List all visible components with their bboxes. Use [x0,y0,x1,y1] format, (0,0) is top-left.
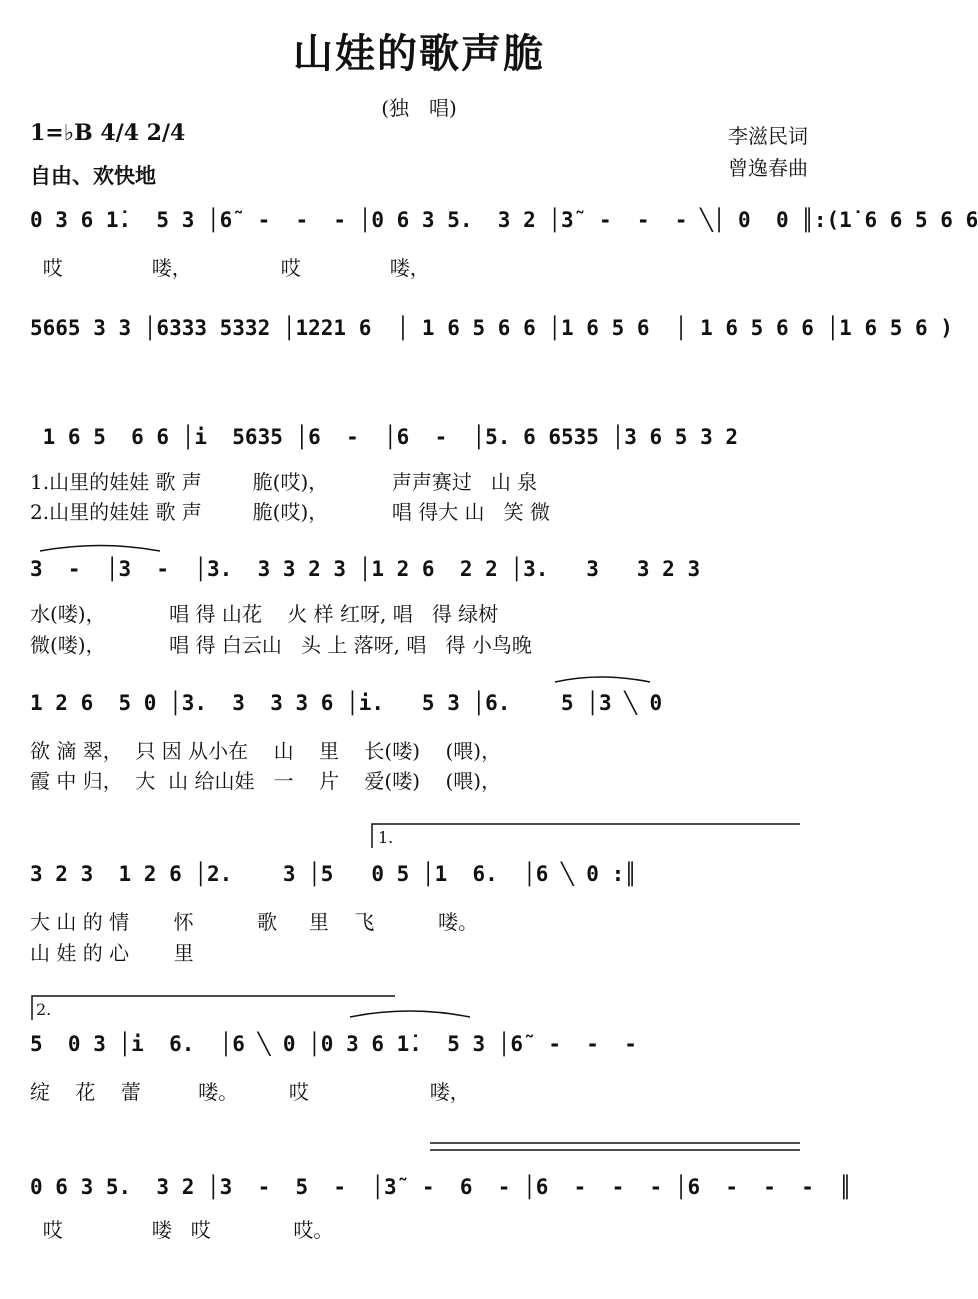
notation-line-7: 5 0 3 │i 6. │6 ╲ 0 │0 3 6 1̇. 5 3 │6̃ - - - [30,1032,637,1056]
volta-2-label: 2. [36,1000,52,1019]
tempo-marking: 自由、欢快地 [30,164,156,188]
lyric-line-6b: 山 娃 的 心 里 [30,941,194,965]
volta-1-label: 1. [378,828,394,847]
key-signature: 1=♭B 4/4 2/4 [30,120,186,146]
lyric-line-5a: 欲 滴 翠， 只 因 从小在 山 里 长(喽) (喂)， [30,739,502,763]
lyric-line-8a: 哎 喽 哎 哎。 [30,1218,334,1242]
tie-1 [40,546,160,552]
volta-2-bracket [32,996,395,1020]
tie-2 [350,1011,470,1017]
tie-3 [555,677,650,682]
lyric-line-4b: 微(喽)， 唱 得 白云山 头 上 落呀, 唱 得 小鸟晚 [30,633,532,657]
lyricist-credit: 李滋民词 [728,124,808,148]
performance-note: (独 唱) [381,96,457,120]
lyric-line-4a: 水(喽)， 唱 得 山花 火 样 红呀, 唱 得 绿树 [30,602,499,626]
lyric-line-3a: 1.山里的娃娃 歌 声 脆(哎)， 声声赛过 山 泉 [30,470,538,494]
volta-1-bracket [372,824,800,848]
notation-line-1: 0 3 6 1̇. 5 3 │6̃ - - - │0 6 3 5. 3 2 │3̃ - - - ╲│ 0 0 ║:(1̇ 6 6 5 6 6 [30,208,978,232]
notation-line-3: 1 6 5 6 6 │i 5635 │6 - │6 - │5. 6 6535 │3 6 5 3 2 [30,425,739,449]
notation-line-2: 5665 3 3 │6333 5332 │1221 6 │ 1 6 5 6 6 │1 6 5 6 │ 1 6 5 6 6 │1 6 5 6 ) [30,316,953,340]
lyric-line-1a: 哎 喽， 哎 喽， [30,256,430,280]
song-title: 山娃的歌声脆 [293,30,545,77]
notation-line-8: 0 6 3 5. 3 2 │3 - 5 - │3̃ - 6 - │6 - - - │6 - - - ║ [30,1175,852,1199]
notation-line-5: 1 2 6 5 0 │3. 3 3 3 6 │i. 5 3 │6. 5 │3 ╲ 0 [30,691,663,715]
lyric-line-5b: 霞 中 归， 大 山 给山娃 一 片 爱(喽) (喂)， [30,769,502,793]
lyric-line-3b: 2.山里的娃娃 歌 声 脆(哎)， 唱 得大 山 笑 微 [30,500,550,524]
lyric-line-7a: 绽 花 蕾 喽。 哎 喽， [30,1080,470,1104]
notation-line-4: 3 - │3 - │3. 3 3 2 3 │1 2 6 2 2 │3. 3 3 2 3 [30,557,701,581]
extension-lines [430,1143,800,1150]
notation-line-6: 3 2 3 1 2 6 │2. 3 │5 0 5 │1 6. │6 ╲ 0 :║ [30,862,637,886]
composer-credit: 曾逸春曲 [728,156,808,180]
lyric-line-6a: 大 山 的 情 怀 歌 里 飞 喽。 [30,910,478,934]
